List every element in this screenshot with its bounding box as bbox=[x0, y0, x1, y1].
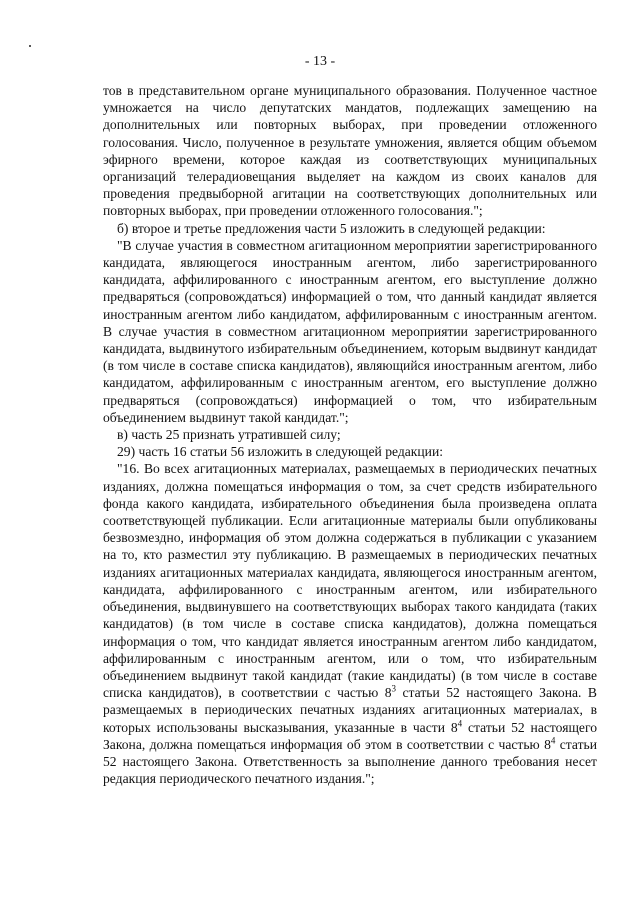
paragraph-quote-part-16 bbox=[103, 460, 597, 787]
superscript-4-second: 4 bbox=[550, 735, 556, 746]
page-number: - 13 - bbox=[304, 54, 336, 69]
superscript-3: 3 bbox=[391, 683, 397, 694]
quote-text-a: "16. Во всех агитационных материалах, размещаемых в периодических печатных изданиях, должна помещаться информация о том, за счет средств избирательного фонда какого кандидата, избирательного объединения была произведена оплата соответствующей публикации. Если агитационные материалы были опубликованы безвозмездно, информация об этом должна содержаться в публикации с указанием на то, кто разместил эту публикацию. В размещаемых в периодических печатных изданиях агитационных материалах кандидата, являющегося иностранным агентом, кандидата, аффилированного с иностранным агентом, или избирательного объединения, выдвинувшего на соответствующих выборах такого кандидата (таких кандидатов) (в том числе в составе списка кандидатов), должна помещаться информация о том, что кандидат является иностранным агентом либо кандидатом, аффилированным с иностранным агентом, или о том, что избирательным объединением выдвинут такой кандидат (такие кандидаты) (в том числе в составе списка кандидатов), в соответствии с частью 8 bbox=[103, 461, 597, 701]
scan-speck bbox=[29, 45, 31, 47]
paragraph-item-29: 29) часть 16 статьи 56 изложить в следующей редакции: bbox=[117, 444, 444, 460]
superscript-4: 4 bbox=[457, 717, 463, 728]
document-body bbox=[103, 82, 597, 787]
quote-text-d: статьи 52 настоящего Закона. Ответственность за выполнение данного требования несет редакция периодического печатного издания."; bbox=[103, 736, 597, 787]
quote-text-b: статьи 52 настоящего Закона. В размещаемых в периодических печатных изданиях агитационных материалах, в которых использованы высказывания, указанные в части 8 bbox=[103, 685, 597, 735]
paragraph-item-b: б) второе и третье предложения части 5 изложить в следующей редакции: bbox=[117, 220, 546, 236]
quote-text-c: статьи 52 настоящего Закона, должна помещаться информация об этом в соответствии с частью 8 bbox=[103, 719, 597, 752]
paragraph-item-v: в) часть 25 признать утратившей силу; bbox=[117, 427, 341, 443]
paragraph-quote-part-5: "В случае участия в совместном агитационном мероприятии зарегистрированного кандидата, являющегося иностранным агентом, либо зарегистрированного кандидата, аффилированного с иностранным агентом, его выступление должно предваряться (сопровождаться) информацией о том, что данный кандидат является иностранным агентом либо кандидатом, аффилированным с иностранным агентом. В случае участия в совместном агитационном мероприятии зарегистрированного кандидата, выдвинутого избирательным объединением, которым выдвинут кандидат (в том числе в составе списка кандидатов), являющийся иностранным агентом, либо кандидатом, аффилированным с иностранным агентом, его выступление должно предваряться (сопровождаться) информацией о том, что избирательным объединением выдвинут такой кандидат."; bbox=[103, 237, 597, 425]
paragraph-continuation: тов в представительном органе муниципального образования. Полученное частное умножается на число депутатских мандатов, подлежащих замещению на дополнительных или повторных выборах, при проведении отложенного голосования. Число, полученное в результате умножения, является общим объемом эфирного времени, которое каждая из соответствующих муниципальных организаций телерадиовещания выделяет на каждом из своих каналов для проведения предвыборной агитации на соответствующих дополнительных или повторных выборах, при проведении отложенного голосования."; bbox=[103, 83, 597, 219]
